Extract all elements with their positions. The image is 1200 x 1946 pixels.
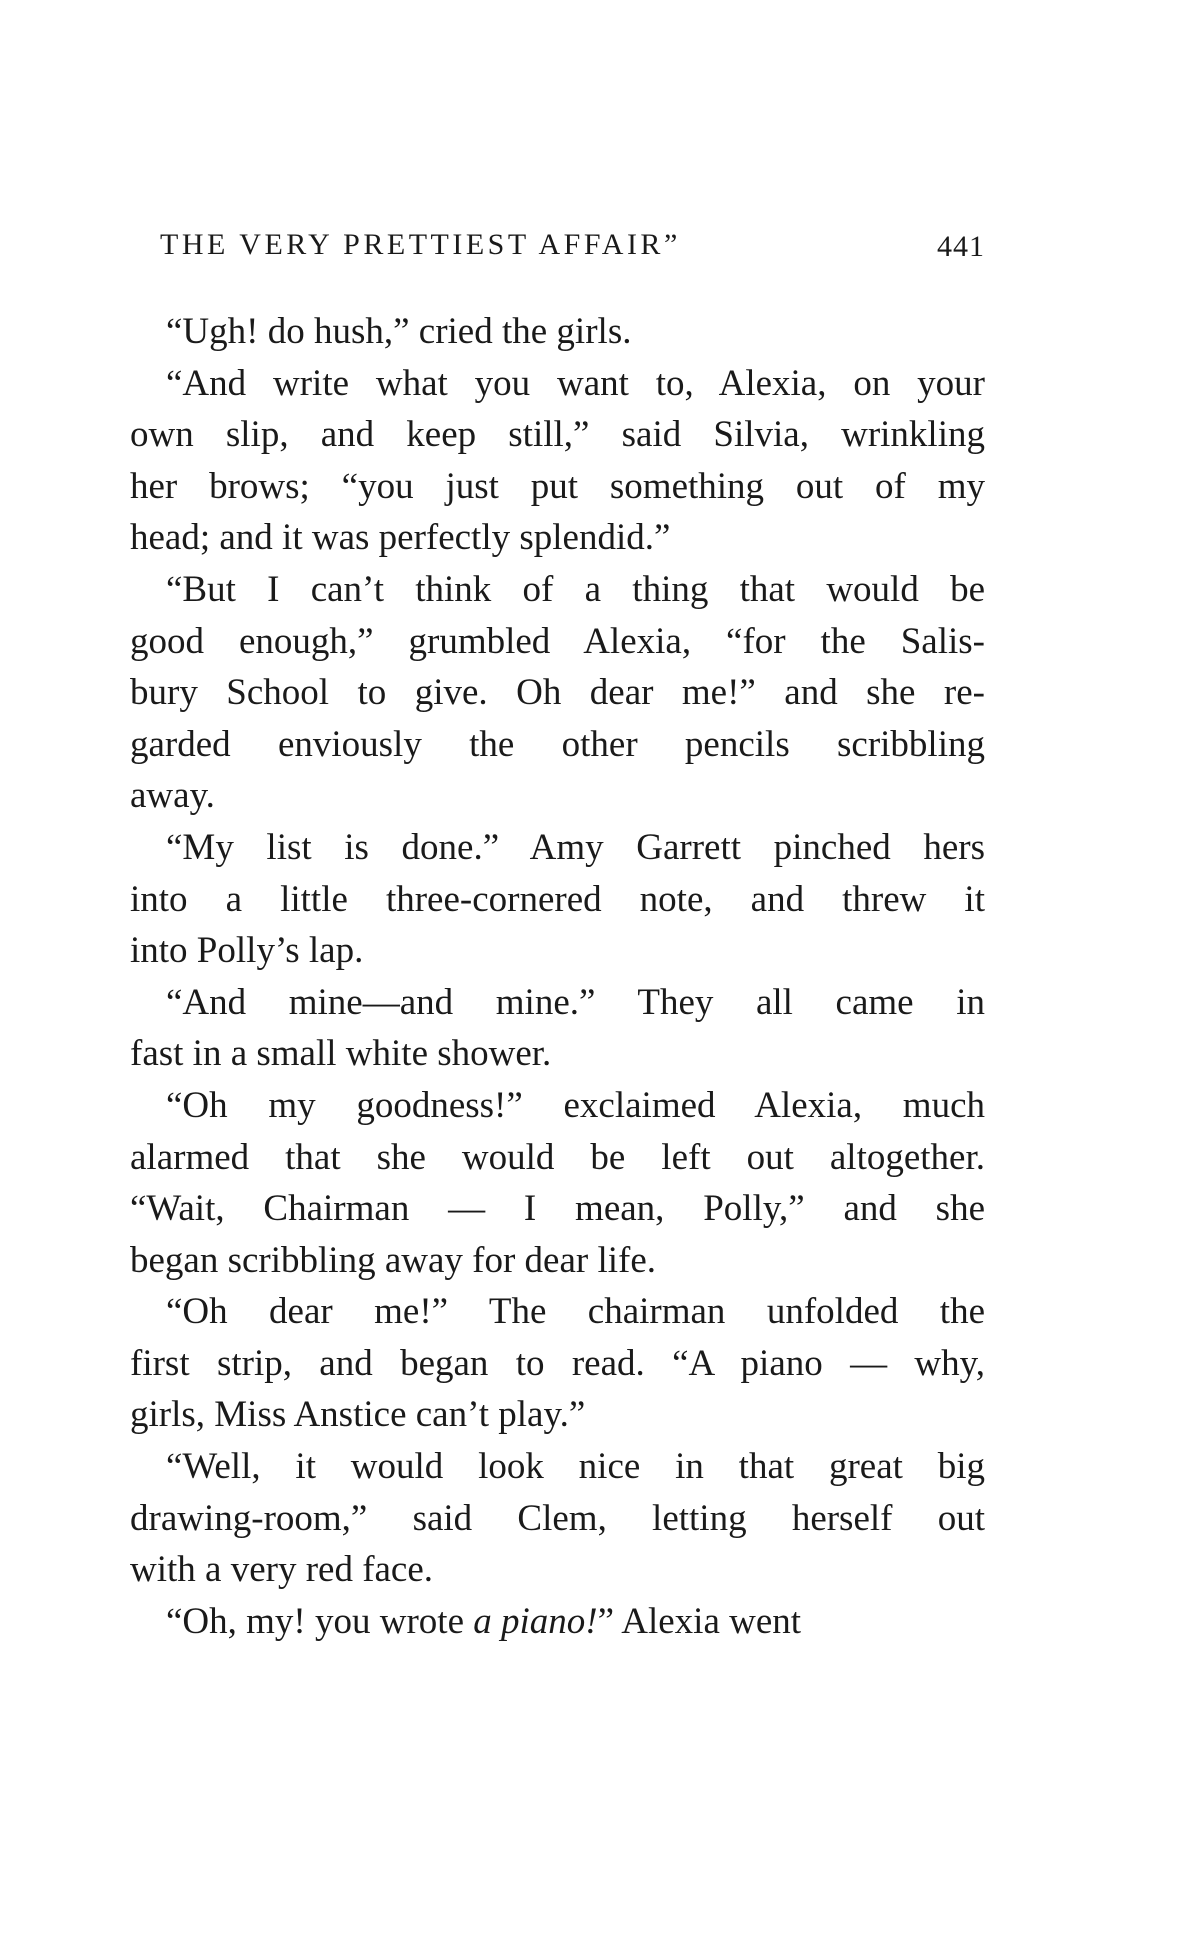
body-text: [130, 306, 985, 1647]
text-line: “But I can’t think of a thing that would be: [166, 568, 985, 610]
text-line: with a very red face.: [130, 1549, 434, 1591]
text-line: “Wait, Chairman — I mean, Polly,” and she: [130, 1188, 985, 1230]
text-line: “Well, it would look nice in that great big: [166, 1446, 985, 1488]
text-line: away.: [130, 775, 215, 817]
text-line: fast in a small white shower.: [130, 1033, 552, 1075]
text-line: good enough,” grumbled Alexia, “for the Salis-: [130, 620, 985, 662]
running-title: THE VERY PRETTIEST AFFAIR”: [160, 228, 681, 261]
text-line: into Polly’s lap.: [130, 930, 364, 972]
text-line-final: [130, 1596, 985, 1648]
text-line: began scribbling away for dear life.: [130, 1239, 657, 1281]
text-line: first strip, and began to read. “A piano — why,: [130, 1342, 985, 1384]
final-line-italic: a piano!: [473, 1600, 598, 1642]
text-line: into a little three-cornered note, and threw it: [130, 878, 985, 920]
text-line: “Oh my goodness!” exclaimed Alexia, much: [166, 1084, 985, 1126]
text-line: “My list is done.” Amy Garrett pinched hers: [166, 826, 985, 868]
text-line: girls, Miss Anstice can’t play.”: [130, 1394, 586, 1436]
page-number: 441: [937, 230, 985, 263]
text-line: alarmed that she would be left out altogether.: [130, 1136, 985, 1178]
text-line: her brows; “you just put something out of my: [130, 465, 985, 507]
text-line: bury School to give. Oh dear me!” and she re-: [130, 672, 985, 714]
text-line: own slip, and keep still,” said Silvia, wrinkling: [130, 414, 985, 456]
text-line: head; and it was perfectly splendid.”: [130, 517, 671, 559]
text-line: garded enviously the other pencils scribbling: [130, 723, 985, 765]
text-line: “Ugh! do hush,” cried the girls.: [166, 311, 632, 352]
text-line: “And write what you want to, Alexia, on your: [166, 362, 985, 404]
text-line: “Oh dear me!” The chairman unfolded the: [166, 1291, 985, 1333]
running-head: [160, 228, 985, 272]
text-line: “And mine—and mine.” They all came in: [166, 981, 985, 1023]
final-line-after: ” Alexia went: [597, 1600, 802, 1642]
text-lines: [130, 306, 985, 1596]
final-line-before: “Oh, my! you wrote: [166, 1600, 474, 1642]
text-line: drawing-room,” said Clem, letting herself out: [130, 1497, 985, 1539]
